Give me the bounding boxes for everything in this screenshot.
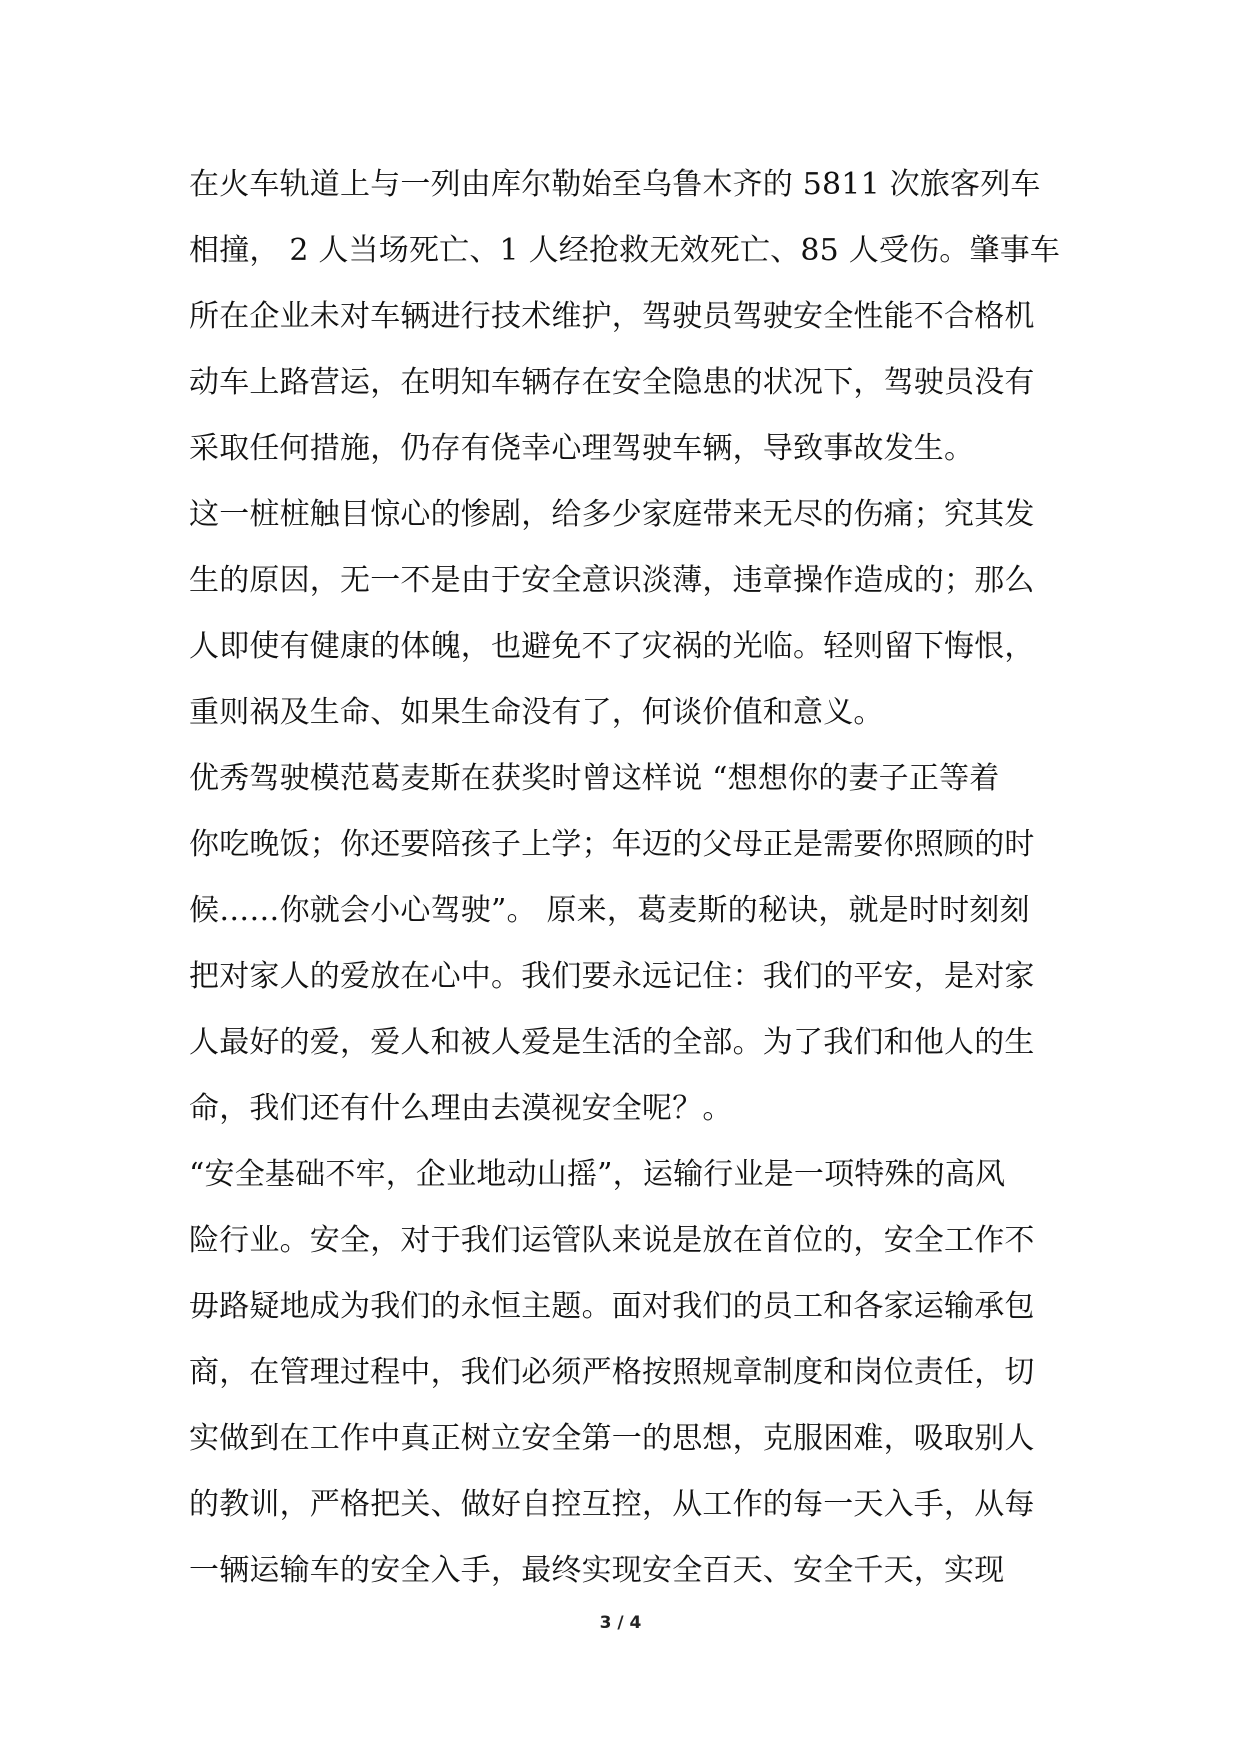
- text-line: 人最好的爱，爱人和被人爱是生活的全部。为了我们和他人的生: [189, 1025, 1035, 1060]
- text-line: 把对家人的爱放在心中。我们要永远记住：我们的平安，是对家: [189, 959, 1035, 994]
- text-line: 动车上路营运，在明知车辆存在安全隐患的状况下，驾驶员没有: [189, 365, 1035, 400]
- text-line: 重则祸及生命、如果生命没有了，何谈价值和意义。: [189, 695, 884, 730]
- text-line: 相撞， 2 人当场死亡、1 人经抢救无效死亡、85 人受伤。肇事车: [189, 233, 1061, 268]
- text-line: 毋路疑地成为我们的永恒主题。面对我们的员工和各家运输承包: [189, 1289, 1035, 1324]
- text-line: 商，在管理过程中，我们必须严格按照规章制度和岗位责任，切: [189, 1355, 1035, 1390]
- text-line: 险行业。安全，对于我们运管队来说是放在首位的，安全工作不: [189, 1223, 1035, 1258]
- text-line: 人即使有健康的体魄，也避免不了灾祸的光临。轻则留下悔恨，: [189, 629, 1035, 664]
- text-line: 候……你就会小心驾驶”。 原来，葛麦斯的秘诀，就是时时刻刻: [189, 893, 1030, 928]
- text-line: 这一桩桩触目惊心的惨剧，给多少家庭带来无尽的伤痛；究其发: [189, 497, 1035, 532]
- text-line: 所在企业未对车辆进行技术维护，驾驶员驾驶安全性能不合格机: [189, 299, 1035, 334]
- text-line: 一辆运输车的安全入手，最终实现安全百天、安全千天，实现: [189, 1553, 1005, 1588]
- text-line: 在火车轨道上与一列由库尔勒始至乌鲁木齐的 5811 次旅客列车: [189, 167, 1041, 202]
- text-line: 实做到在工作中真正树立安全第一的思想，克服困难，吸取别人: [189, 1421, 1035, 1456]
- text-line: “安全基础不牢，企业地动山摇”，运输行业是一项特殊的高风: [189, 1157, 1006, 1192]
- text-line: 生的原因，无一不是由于安全意识淡薄，违章操作造成的；那么: [189, 563, 1035, 598]
- text-line: 命，我们还有什么理由去漠视安全呢？。: [189, 1091, 733, 1126]
- text-line: 你吃晚饭；你还要陪孩子上学；年迈的父母正是需要你照顾的时: [189, 827, 1035, 862]
- text-line: 的教训，严格把关、做好自控互控，从工作的每一天入手，从每: [189, 1487, 1035, 1522]
- text-line: 采取任何措施，仍存有侥幸心理驾驶车辆，导致事故发生。: [189, 431, 975, 466]
- page-number: 3 / 4: [599, 1613, 642, 1633]
- text-line: 优秀驾驶模范葛麦斯在获奖时曾这样说 “想想你的妻子正等着: [189, 761, 1000, 796]
- body-text: [189, 152, 1059, 1604]
